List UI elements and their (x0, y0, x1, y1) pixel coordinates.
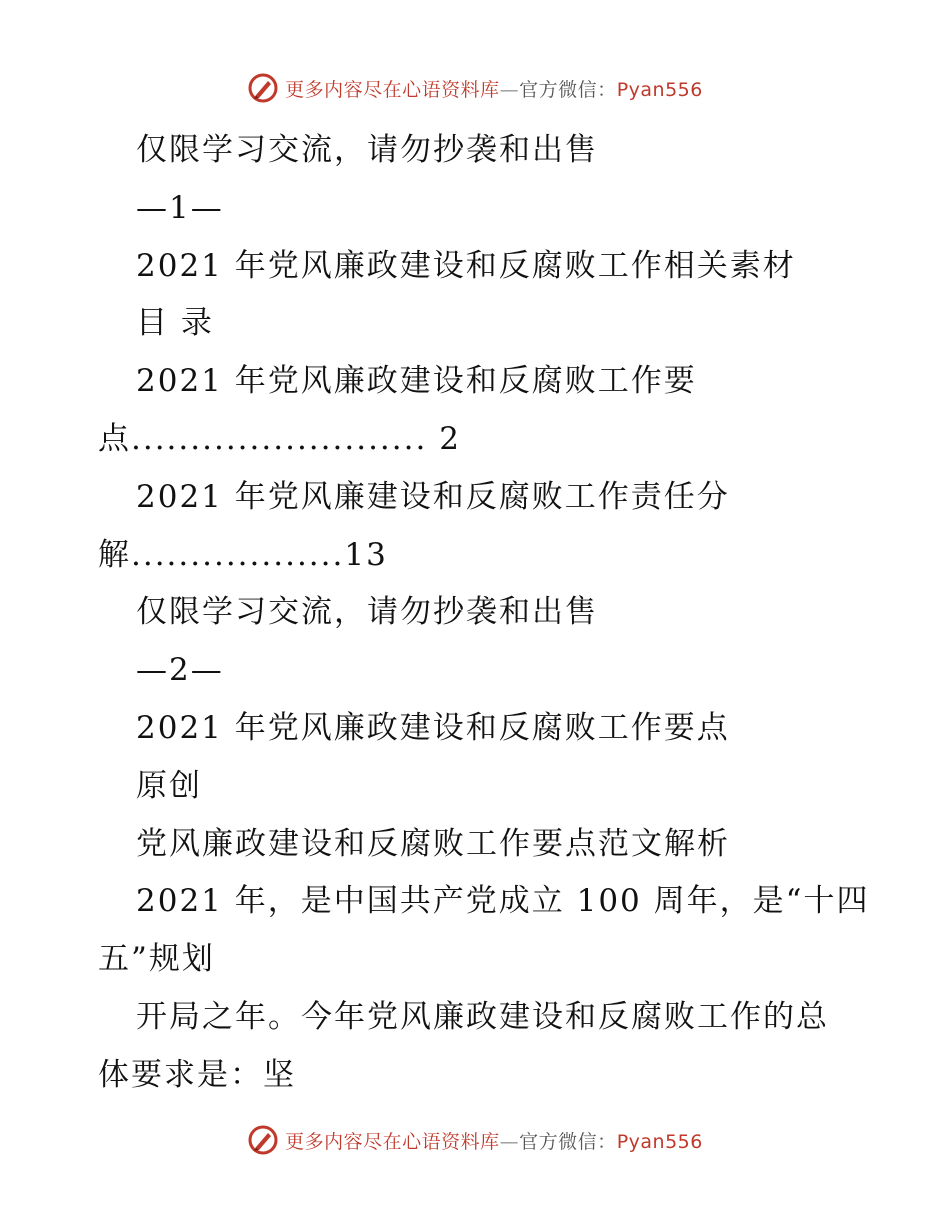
watermark-wechat-label: 官方微信： (519, 1130, 617, 1153)
watermark-main: 更多内容尽在心语资料库 (285, 78, 500, 101)
pen-logo-icon (247, 72, 279, 104)
pen-logo-icon (247, 1124, 279, 1156)
paragraph-line: 体要求是：坚 (98, 1056, 296, 1093)
watermark-wechat-id: Pyan556 (616, 1130, 703, 1153)
watermark-separator: — (499, 1130, 520, 1153)
toc-entry-line: 2021 年党风廉政建设和反腐败工作要 (136, 363, 697, 400)
document-title: 2021 年党风廉政建设和反腐败工作相关素材 (136, 247, 796, 284)
document-body (98, 122, 870, 1105)
toc-entry-line: 2021 年党风廉建设和反腐败工作责任分 (136, 478, 730, 515)
watermark-separator: — (499, 78, 520, 101)
paragraph-line: 五”规划 (98, 941, 215, 978)
paragraph-line: 开局之年。今年党风廉政建设和反腐败工作的总 (136, 998, 829, 1035)
watermark-wechat-label: 官方微信： (519, 78, 617, 101)
toc-heading: 目 录 (136, 305, 214, 342)
page-marker: —1— (136, 189, 224, 226)
footer-watermark (0, 1124, 950, 1156)
toc-entry-line: 点......................... 2 (98, 420, 461, 457)
text-line: 仅限学习交流，请勿抄袭和出售 (136, 594, 598, 631)
watermark-main: 更多内容尽在心语资料库 (285, 1130, 500, 1153)
paragraph-line: 2021 年，是中国共产党成立 100 周年，是“十四 (136, 883, 870, 920)
text-line: 仅限学习交流，请勿抄袭和出售 (136, 132, 598, 168)
header-watermark (0, 72, 950, 104)
text-line: 党风廉政建设和反腐败工作要点范文解析 (136, 825, 730, 862)
toc-entry-line: 解..................13 (98, 536, 388, 573)
watermark-wechat-id: Pyan556 (616, 78, 703, 101)
section-title: 2021 年党风廉政建设和反腐败工作要点 (136, 709, 730, 746)
watermark-text (285, 1127, 703, 1154)
text-line: 原创 (136, 767, 202, 804)
watermark-text (285, 75, 703, 102)
page-marker: —2— (136, 652, 224, 689)
